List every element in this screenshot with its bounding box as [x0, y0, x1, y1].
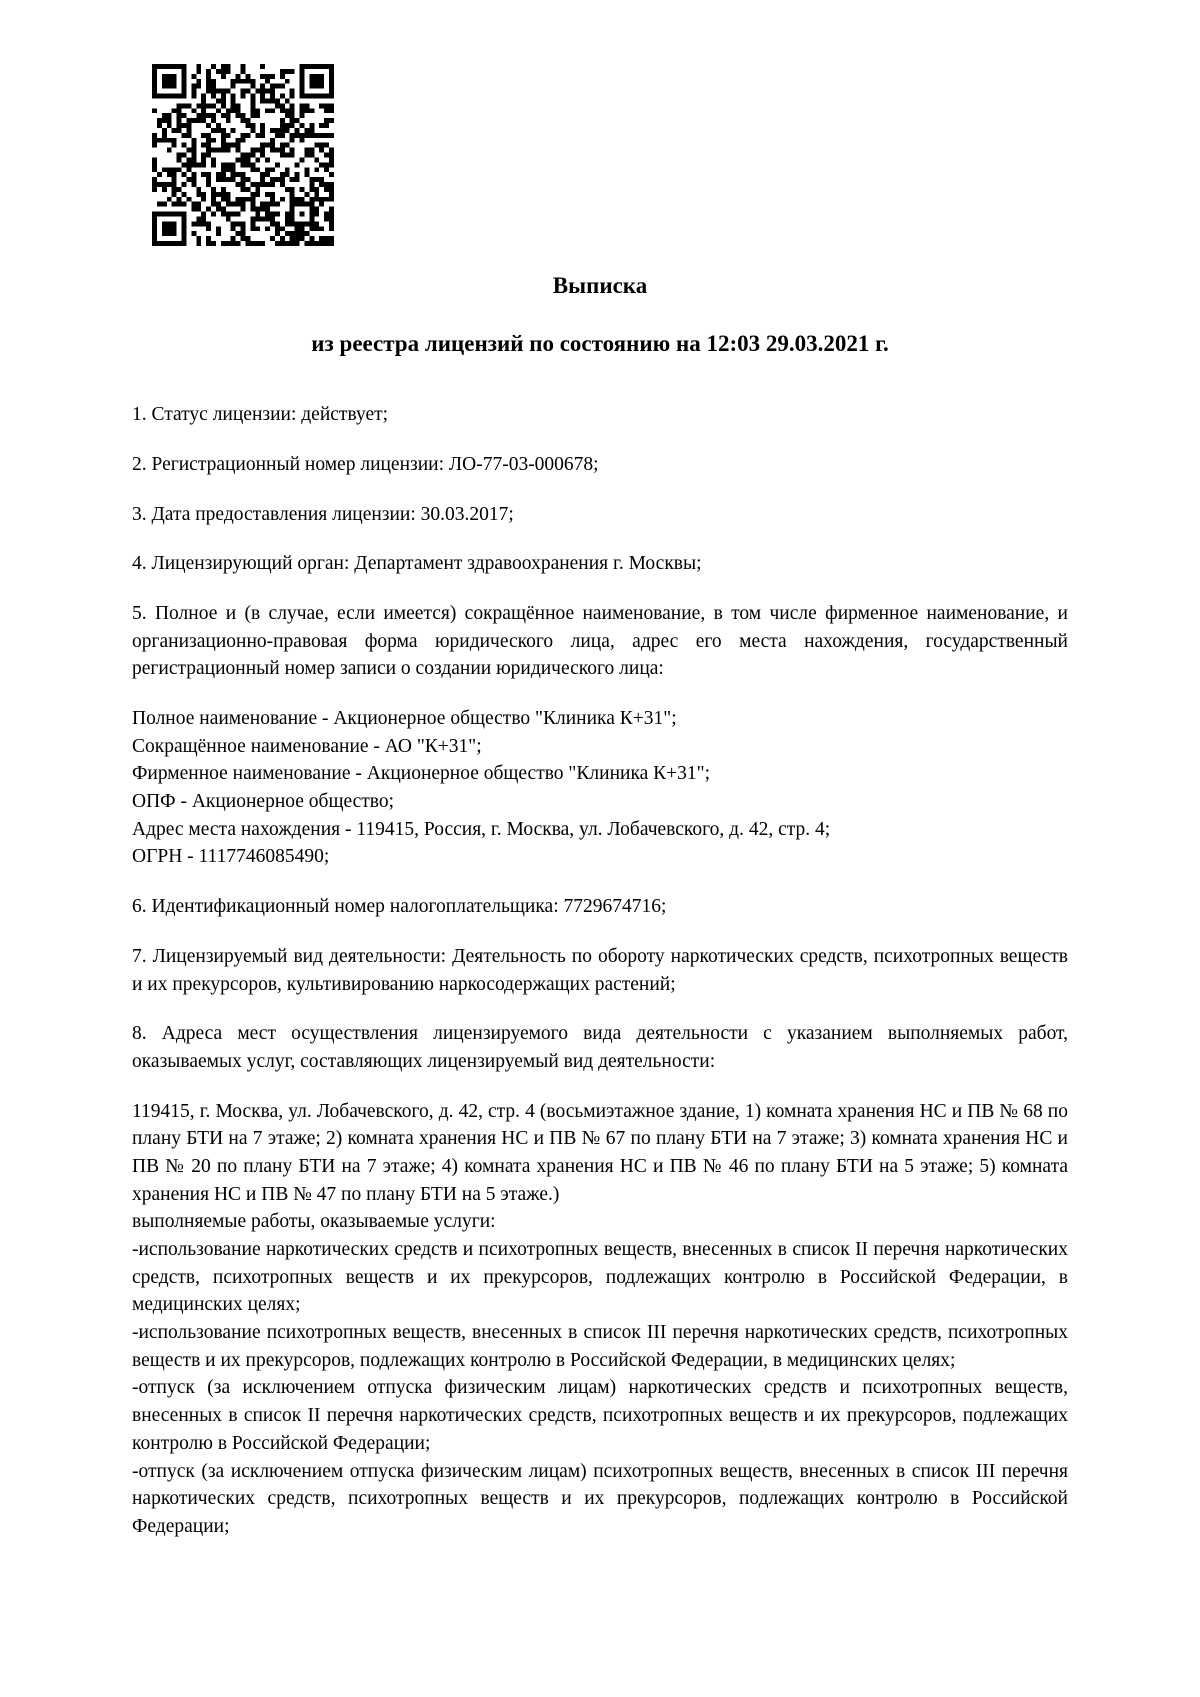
- entity-short-name: Сокращённое наименование - АО "К+31";: [132, 735, 482, 757]
- works-item: -использование психотропных веществ, внесенных в список III перечня наркотических средств, психотропных веществ и их прекурсоров, подлежащих контролю в Российской Федерации, в медицинских целях;: [132, 1322, 1068, 1371]
- entity-address: Адрес места нахождения - 119415, Россия, г. Москва, ул. Лобачевского, д. 42, стр. 4;: [132, 818, 831, 840]
- clause-8-activity-addresses-heading: 8. Адреса мест осуществления лицензируемого вида деятельности с указанием выполняемых работ, оказываемых услуг, составляющих лицензируемый вид деятельности:: [132, 1023, 1068, 1072]
- qr-code: [152, 64, 334, 246]
- clause-5-entity-heading: 5. Полное и (в случае, если имеется) сокращённое наименование, в том числе фирменное наименование, и организационно-правовая форма юридического лица, адрес его места нахождения, государственный регистрационный номер записи о создании юридического лица:: [132, 602, 1068, 680]
- entity-legal-form: ОПФ - Акционерное общество;: [132, 791, 395, 813]
- clause-1-status: 1. Статус лицензии: действует;: [132, 404, 389, 426]
- clause-2-registration-number: 2. Регистрационный номер лицензии: ЛО-77-03-000678;: [132, 453, 599, 475]
- document-body: [132, 272, 1068, 1541]
- clause-7-activity-type: 7. Лицензируемый вид деятельности: Деятельность по обороту наркотических средств, психотропных веществ и их прекурсоров, культивированию наркосодержащих растений;: [132, 945, 1068, 995]
- entity-brand-name: Фирменное наименование - Акционерное общество "Клиника К+31";: [132, 763, 711, 785]
- page-subtitle: из реестра лицензий по состоянию на 12:03 29.03.2021 г.: [311, 330, 889, 356]
- works-item: -отпуск (за исключением отпуска физическим лицам) наркотических средств и психотропных веществ, внесенных в список II перечня наркотических средств, психотропных веществ и их прекурсоров, подлежащих контролю в Российской Федерации;: [132, 1377, 1068, 1454]
- clause-6-inn: 6. Идентификационный номер налогоплательщика: 7729674716;: [132, 896, 667, 918]
- entity-ogrn: ОГРН - 1117746085490;: [132, 846, 330, 868]
- entity-full-name: Полное наименование - Акционерное общество "Клиника К+31";: [132, 708, 677, 729]
- entity-details: [132, 705, 1068, 871]
- works-item: -использование наркотических средств и психотропных веществ, внесенных в список II перечня наркотических средств, психотропных веществ и их прекурсоров, подлежащих контролю в Российской Федерации, в медицинских целях;: [132, 1239, 1068, 1316]
- activity-address-text: 119415, г. Москва, ул. Лобачевского, д. 42, стр. 4 (восьмиэтажное здание, 1) комната хранения НС и ПВ № 68 по плану БТИ на 7 этаже; 2) комната хранения НС и ПВ № 67 по плану БТИ на 7 этаже; 3) комната хранения НС и ПВ № 20 по плану БТИ на 7 этаже; 4) комната хранения НС и ПВ № 46 по плану БТИ на 5 этаже; 5) комната хранения НС и ПВ № 47 по плану БТИ на 5 этаже.): [132, 1100, 1068, 1205]
- works-header: выполняемые работы, оказываемые услуги:: [132, 1211, 496, 1233]
- clause-3-issue-date: 3. Дата предоставления лицензии: 30.03.2017;: [132, 503, 514, 525]
- page-title: Выписка: [552, 273, 648, 298]
- works-item: -отпуск (за исключением отпуска физическим лицам) психотропных веществ, внесенных в список III перечня наркотических средств, психотропных веществ и их прекурсоров, подлежащих контролю в Российской Федерации;: [132, 1460, 1068, 1537]
- clause-4-licensing-authority: 4. Лицензирующий орган: Департамент здравоохранения г. Москвы;: [132, 553, 702, 575]
